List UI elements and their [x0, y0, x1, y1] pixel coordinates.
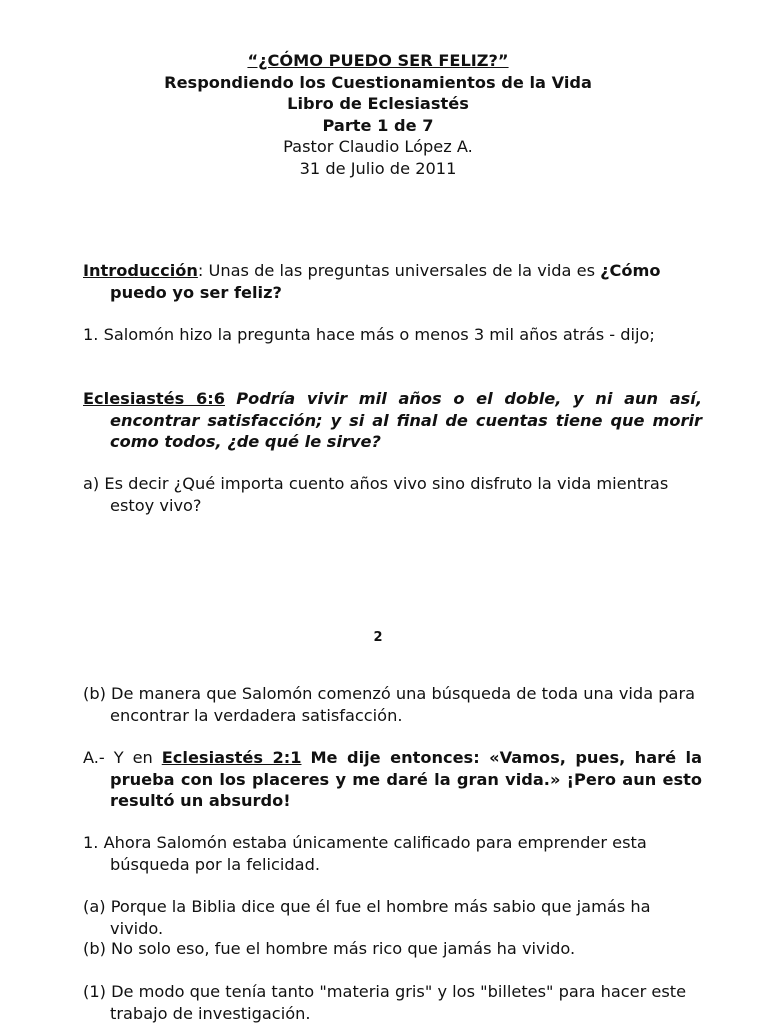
book-name: Libro de Eclesiastés [287, 94, 469, 113]
author-name: Pastor Claudio López A. [283, 137, 473, 156]
verse-reference: Eclesiastés 6:6 [83, 389, 225, 408]
sermon-subtitle: Respondiendo los Cuestionamientos de la Vida [164, 72, 592, 92]
sermon-title: “¿CÓMO PUEDO SER FELIZ?” [247, 51, 509, 70]
introduction-paragraph [83, 260, 702, 303]
point-a-paragraph: a) Es decir ¿Qué importa cuento años vivo sino disfruto la vida mientras estoy vivo? [83, 474, 669, 515]
part-number: Parte 1 de 7 [322, 115, 434, 135]
point-1b-paragraph: 1. Ahora Salomón estaba únicamente calificado para emprender esta búsqueda por la felicidad. [83, 833, 647, 874]
point-b-paragraph: (b) De manera que Salomón comenzó una búsqueda de toda una vida para encontrar la verdadera satisfacción. [83, 684, 696, 725]
point-a2-paragraph: (a) Porque la Biblia dice que él fue el hombre más sabio que jamás ha vivido. [83, 897, 651, 938]
introduction-text: : Unas de las preguntas universales de la vida es [197, 261, 601, 280]
point-1p-paragraph: (1) De modo que tenía tanto "materia gris" y los "billetes" para hacer este trabajo de investigación. [83, 982, 687, 1023]
point-1-paragraph: 1. Salomón hizo la pregunta hace más o menos 3 mil años atrás - dijo; [83, 325, 655, 344]
section-a-reference: Eclesiastés 2:1 [161, 748, 302, 767]
introduction-question: ¿Cómo puedo yo ser feliz? [110, 261, 661, 302]
point-b2-paragraph: (b) No solo eso, fue el hombre más rico que jamás ha vivido. [83, 939, 576, 958]
section-a-prefix: A.- Y en [83, 748, 162, 767]
section-a-verse-text: Me dije entonces: «Vamos, pues, haré la prueba con los placeres y me daré la gran vida.» ¡Pero aun esto resultó un absurdo! [110, 748, 702, 810]
document-header [0, 50, 756, 179]
sermon-date: 31 de Julio de 2011 [299, 158, 457, 178]
introduction-label: Introducción [83, 261, 198, 280]
verse-ecclesiastes-6-6 [83, 388, 702, 453]
section-a-paragraph [83, 747, 702, 812]
page-number: 2 [373, 630, 383, 645]
verse-text: Podría vivir mil años o el doble, y ni aun así, encontrar satisfacción; y si al final de cuentas tiene que morir como todos, ¿de qué le sirve? [110, 389, 702, 451]
